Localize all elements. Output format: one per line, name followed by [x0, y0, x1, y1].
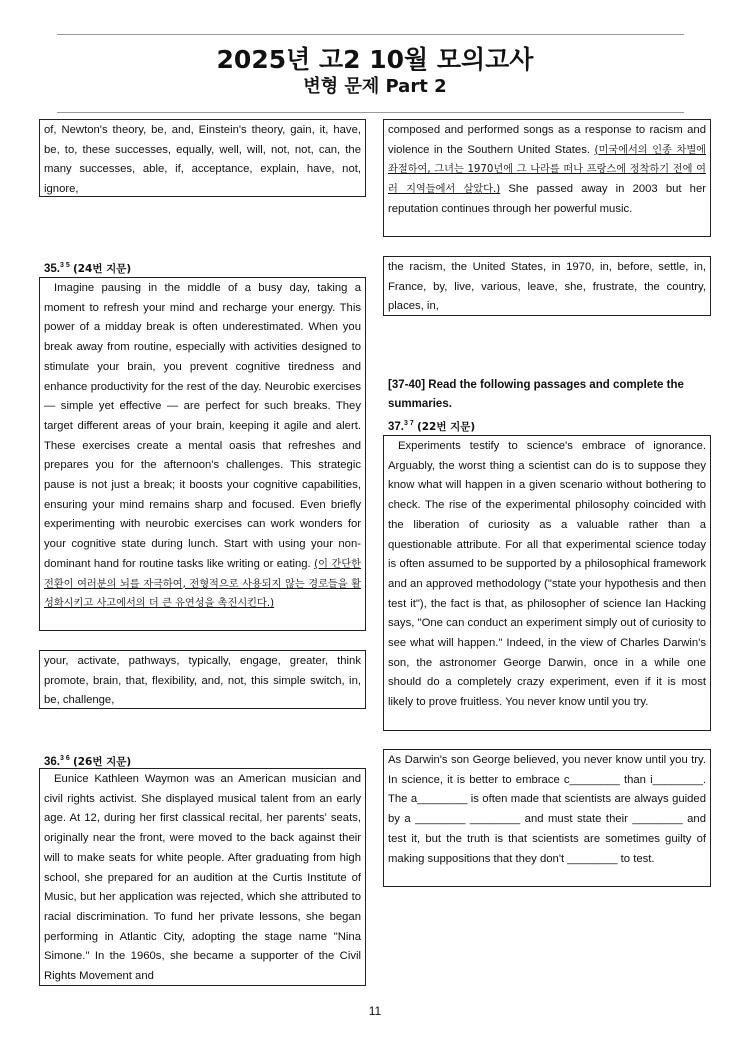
- passage-36-end: She passed away in 2003 but her reputation continues through her powerful music.: [388, 183, 706, 215]
- words-box-36: [383, 256, 711, 316]
- korean-hint-36: (미국에서의 인종 차별에 좌절하여, 그녀는 1970년에 그 나라를 떠나 프랑스에 정착하기 전에 여러 지역들에서 살았다.): [388, 144, 706, 196]
- passage-box-36: [39, 768, 366, 986]
- page-title: 2025년 고2 10월 모의고사: [216, 45, 534, 74]
- summary-37: As Darwin's son George believed, you never know until you try. In science, it is better to embrace c________ than i________. The a________ is often made that scientists are always guided by a ________ ________ and must state their ________ and test it, but the truth is that scientists are sometimes guilty of making suppositions that they don't ________ to test.: [388, 754, 706, 865]
- passage-37: Experiments testify to science's embrace of ignorance. Arguably, the worst thing a scientist can do is to suppose they know what will happen in a given scenario without bothering to check. The rise of the experimental philosophy coincided with the liberation of curiosity as a valuable rather than a questionable attribute. For all that experimental science today is often assumed to be supported by a philosophical framework and an approved methodology ("state your hypothesis and then test it"), the fact is that, as philosopher of science Ian Hacking says, "One can conduct an experiment simply out of curiosity to see what will happen." Indeed, in the view of Charles Darwin's son, the astronomer George Darwin, once in a while one should do a completely crazy experiment, even if it is most likely to prove fruitless. You never know until you try.: [388, 440, 706, 709]
- instruction-37-40: [37-40] Read the following passages and complete the summaries.: [388, 379, 684, 410]
- title-rule: [57, 112, 684, 113]
- top-rule: [57, 34, 684, 35]
- words-text-34: of, Newton's theory, be, and, Einstein's theory, gain, it, have, be, to, these successes, equally, well, will, not, not, can, the many successes, able, if, acceptance, explain, have, not, ignore,: [44, 124, 361, 196]
- q37-heading: 37.$^{3 7}$ (22번 지문): [388, 420, 476, 433]
- page-number: 11: [368, 1004, 382, 1018]
- passage-box-35: [39, 277, 366, 631]
- words-box-35: [39, 650, 366, 709]
- words-box-34: [39, 119, 366, 197]
- words-text-36: the racism, the United States, in 1970, in, before, settle, in, France, by, live, various, leave, she, frustrate, the country, places, in,: [388, 261, 706, 313]
- passage-35: Imagine pausing in the middle of a busy day, taking a moment to refresh your mind and recharge your energy. This power of a midday break is often underestimated. When you break away from routine, especially with activities designed to stimulate your brain, you prevent cognitive tiredness and enhance productivity for the rest of the day. Neurobic exercises — simple yet effective — are perfect for such breaks. They target different areas of your brain, keeping it agile and alert. These exercises create a mental oasis that refreshes and prepares you for the afternoon's challenges. This strategic pause is not just a break; it boosts your cognitive capabilities, ensuring your mind remains sharp and focused. Even briefly experimenting with neurobic exercises can work wonders for your cognitive state during lunch. Start with using your non-dominant hand for routine tasks like writing or eating.: [44, 282, 361, 570]
- korean-hint-35: (이 간단한 전환이 여러분의 뇌를 자극하여, 전형적으로 사용되지 않는 경로들을 활성화시키고 사고에서의 더 큰 유연성을 촉진시킨다.): [44, 558, 362, 610]
- passage-36: Eunice Kathleen Waymon was an American musician and civil rights activist. She displayed musical talent from an early age. At 12, during her first classical recital, her parents' seats, originally near the front, were moved to the back against their will to make seats for white people. After graduating from high school, she prepared for an audition at the Curtis Institute of Music, but her application was rejected, which she attributed to racial discrimination. To fund her private lessons, she began performing in Atlantic City, adopting the stage name "Nina Simone." In the 1960s, she became a supporter of the Civil Rights Movement and: [44, 773, 361, 983]
- q35-heading: 35.$^{3 5}$ (24번 지문): [44, 262, 132, 275]
- passage-box-36-cont: [383, 119, 711, 237]
- summary-box-37: [383, 749, 711, 887]
- q36-heading: 36.$^{3 6}$ (26번 지문): [44, 755, 132, 768]
- passage-box-37: [383, 435, 711, 731]
- words-text-35: your, activate, pathways, typically, engage, greater, think promote, brain, that, flexibility, and, not, this simple switch, in, be, challenge,: [44, 655, 361, 707]
- page-subtitle: 변형 문제 Part 2: [303, 76, 447, 97]
- passage-36-cont: composed and performed songs as a response to racism and violence in the Southern United States.: [388, 124, 706, 156]
